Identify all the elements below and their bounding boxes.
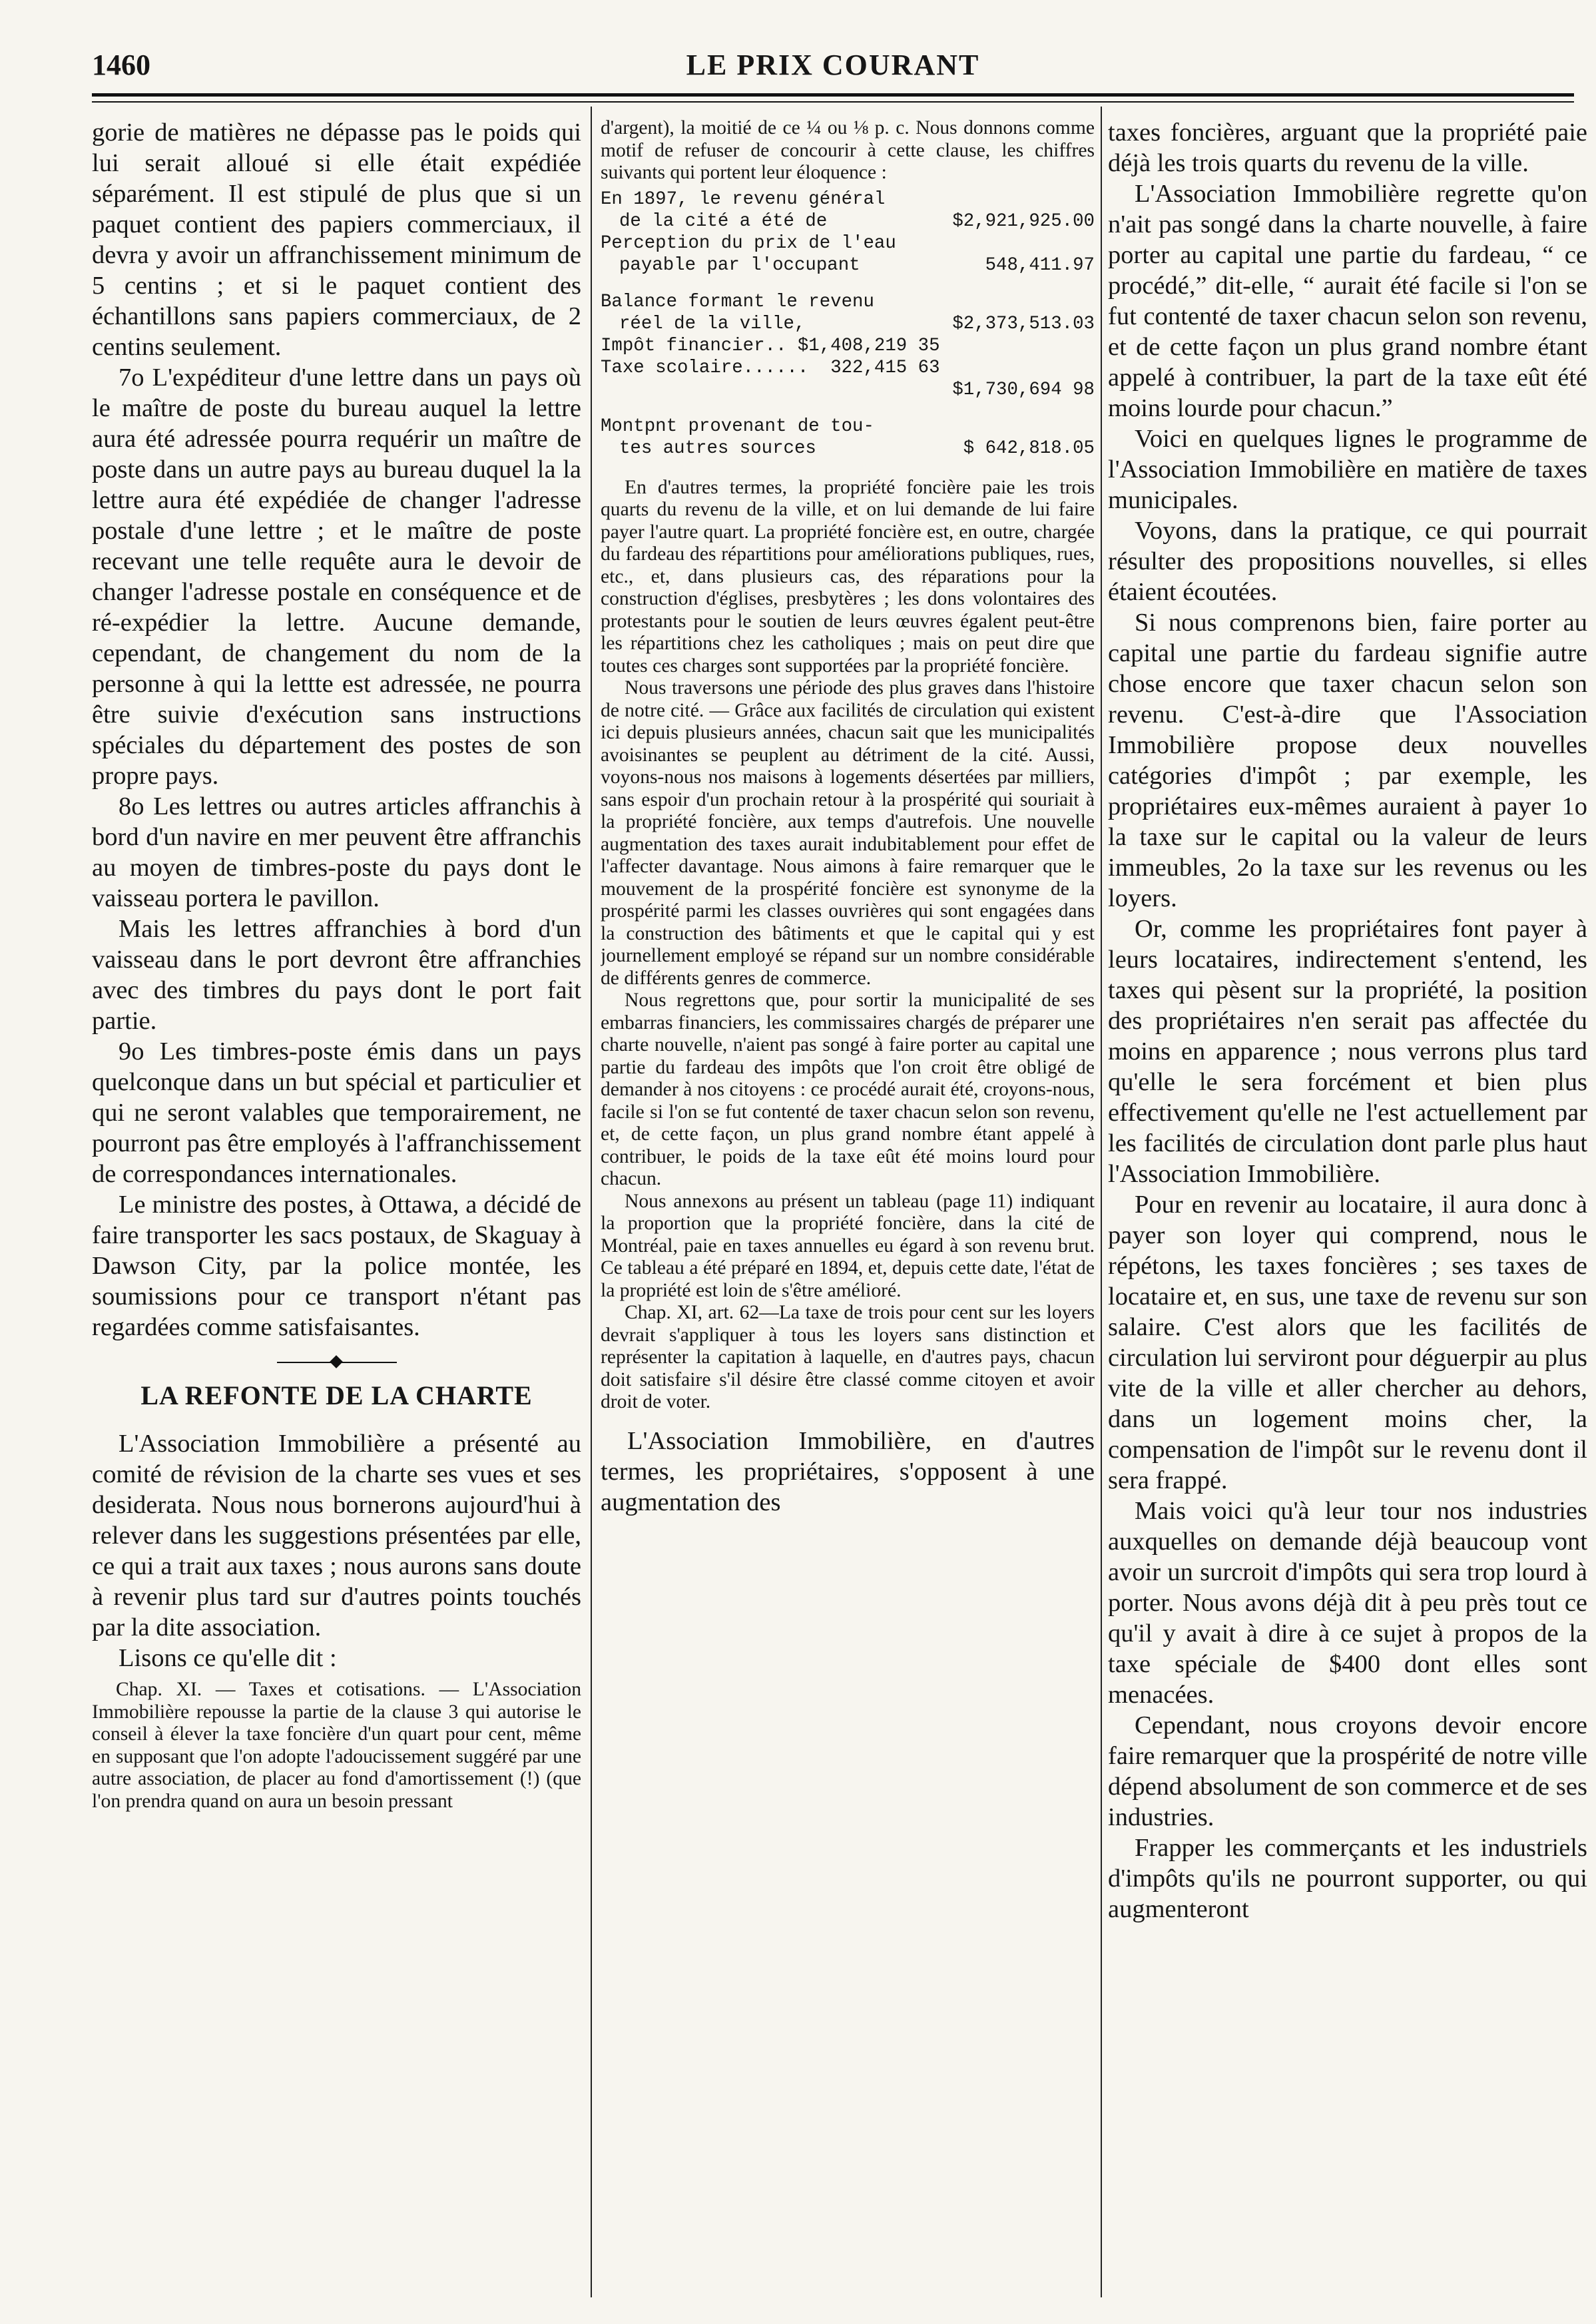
figure-value: $2,921,925.00	[952, 210, 1095, 232]
page-number: 1460	[92, 49, 150, 81]
column-right	[1108, 117, 1587, 2288]
article-paragraph: Voyons, dans la pratique, ce qui pourrait résulter des propositions nouvelles, si elles étaient écoutées.	[1108, 517, 1587, 606]
article-paragraph: L'Association Immobilière, en d'autres termes, les propriétaires, s'opposent à une augmentation des	[601, 1426, 1095, 1516]
article-paragraph: 7o L'expéditeur d'une lettre dans un pays où le maître de poste du bureau auquel la lettre aura été adressée pourra requérir un maître de poste dans un autre pays au bureau duquel la la lettre aura été expédiée de changer l'adresse postale d'une lettre ; et le maître de poste recevant une telle requête aura le devoir de changer l'adresse postale en conséquence et de ré-expédier la lettre. Aucune demande, cependant, de changement du nom de la personne à qui la lettte est adressée, ne pourra être suivie d'exécution sans instructions spéciales du département des postes de son propre pays.	[92, 364, 581, 790]
article-paragraph: Cependant, nous croyons devoir encore faire remarquer que la prospérité de notre ville dépend absolument de son commerce et de ses industries.	[1108, 1711, 1587, 1831]
figure-label: payable par l'occupant	[619, 254, 860, 276]
header-rule-thin	[92, 101, 1574, 103]
article-paragraph: Pour en revenir au locataire, il aura donc à payer son loyer qui comprend, nous le répétons, les taxes foncières ; ses taxes de locataire et, en sus, une taxe de revenu sur son salaire. C'est alors que les facilités de circulation lui serviront pour déguerpir au plus vite de la ville et aller chercher au dehors, dans un logement moins cher, la compensation de l'impôt sur le revenu dont il sera frappé.	[1108, 1191, 1587, 1494]
figure-label: réel de la ville,	[619, 313, 806, 334]
figure-label: tes autres sources	[619, 437, 816, 459]
figure-value: $2,373,513.03	[952, 313, 1095, 334]
figure-value: $1,730,694 98	[952, 379, 1095, 400]
article-paragraph: Si nous comprenons bien, faire porter au capital une partie du fardeau signifie autre chose encore que taxer chacun selon son revenu. C'est-à-dire que l'Association Immobilière propose deux nouvelles catégories d'impôt ; par exemple, les propriétaires eux-mêmes auraient à payer 1o la taxe sur le capital ou la valeur de leurs immeubles, 2o la taxe sur les revenus ou les loyers.	[1108, 609, 1587, 912]
figure-value: 322,415 63	[830, 357, 940, 378]
article-paragraph: 9o Les timbres-poste émis dans un pays quelconque dans un but spécial et particulier et qui ne seront valables que temporairement, ne pourront pas être employés à l'affranchissement de correspondances internationales.	[92, 1037, 581, 1188]
quoted-paragraph: En d'autres termes, la propriété foncière paie les trois quarts du revenu de la ville, et on lui demande de lui faire payer l'autre quart. La propriété foncière est, en outre, chargée du fardeau des répartitions pour améliorations publiques, rues, etc., et, dans plusieurs cas, des réparations pour la construction d'églises, presbytères ; les dons volontaires des protestants pour le soutien de leurs œuvres égalent peut-être les répartitions chez les catholiques ; mais on peut dire que toutes ces charges sont supportées par la propriété foncière.	[601, 476, 1095, 677]
article-paragraph: Le ministre des postes, à Ottawa, a décidé de faire transporter les sacs postaux, de Skaguay à Dawson City, par la police montée, les soumissions pour ce transport n'étant pas regardées comme satisfaisantes.	[92, 1191, 581, 1341]
article-paragraph: gorie de matières ne dépasse pas le poids qui lui serait alloué si elle était expédiée séparément. Il est stipulé de plus que si un paquet contient des papiers commerciaux, il devra y avoir un affranchissement minimum de 5 centins ; et si le paquet contient des échantillons sans papiers commerciaux, de 2 centins seulement.	[92, 119, 581, 361]
column-divider	[1101, 107, 1102, 2297]
article-paragraph: Mais les lettres affranchies à bord d'un vaisseau dans le port devront être affranchies avec des timbres du pays dont le port fait partie.	[92, 915, 581, 1035]
quoted-paragraph: Chap. XI. — Taxes et cotisations. — L'Association Immobilière repousse la partie de la clause 3 qui autorise le conseil à élever la taxe foncière d'un quart pour cent, même en supposant que l'on adopte l'adoucissement suggéré par une autre association, de placer au fond d'amortissement (!) (que l'on prendra quand on aura un besoin pressant	[92, 1679, 581, 1812]
figure-value: $1,408,219 35	[797, 335, 940, 356]
figure-label: En 1897, le revenu général	[601, 188, 886, 210]
column-left	[92, 117, 581, 2288]
column-middle	[601, 117, 1095, 2288]
revenue-figures	[601, 188, 1095, 459]
article-paragraph: taxes foncières, arguant que la propriété paie déjà les trois quarts du revenu de la ville.	[1108, 119, 1587, 177]
figure-value: 548,411.97	[985, 254, 1095, 276]
column-divider	[591, 107, 592, 2297]
article-paragraph: Or, comme les propriétaires font payer à leurs locataires, indirectement s'entend, les taxes qui pèsent sur la propriété, la position des propriétaires n'en serait pas affectée du moins en apparence ; nous verrons plus tard qu'elle le sera forcément et bien plus effectivement qu'elle ne l'est actuellement par les facilités de circulation dont parle plus haut l'Association Immobilière.	[1108, 915, 1587, 1188]
article-paragraph: Voici en quelques lignes le programme de l'Association Immobilière en matière de taxes municipales.	[1108, 425, 1587, 514]
article-paragraph: 8o Les lettres ou autres articles affranchis à bord d'un navire en mer peuvent être affranchis au moyen de timbres-poste du pays dont le vaisseau portera le pavillon.	[92, 792, 581, 912]
quoted-paragraph: Nous annexons au présent un tableau (page 11) indiquant la proportion que la propriété foncière, dans la cité de Montréal, paie en taxes annuelles eu égard à son revenu brut. Ce tableau a été préparé en 1894, et, depuis cette date, l'état de la propriété est loin de s'être amélioré.	[601, 1190, 1095, 1301]
section-title: LA REFONTE DE LA CHARTE	[140, 1380, 533, 1410]
quoted-paragraph: Chap. XI, art. 62—La taxe de trois pour cent sur les loyers devrait s'appliquer à tous les loyers sans distinction et représenter la capitation à laquelle, en d'autres pays, chacun doit satisfaire s'il désire être classé comme citoyen et avoir droit de voter.	[601, 1302, 1095, 1412]
header-rule	[92, 93, 1574, 97]
quoted-paragraph: Nous regrettons que, pour sortir la municipalité de ses embarras financiers, les commissaires chargés de préparer une charte nouvelle, n'aient pas songé à faire porter au capital une partie du fardeau des impôts que l'on croit être obligé de demander à nos citoyens : ce procédé aurait été, croyons-nous, facile si l'on se fut contenté de taxer chacun selon son revenu, et, de cette façon, un plus grand nombre étant appelé à contribuer, le poids de la taxe eût été moins lourd pour chacun.	[601, 990, 1095, 1189]
figure-label: Taxe scolaire......	[601, 357, 809, 378]
figure-label: Impôt financier..	[601, 335, 787, 356]
figure-label: Montpnt provenant de tou-	[601, 416, 874, 437]
quoted-paragraph: Nous traversons une période des plus graves dans l'histoire de notre cité. — Grâce aux facilités de circulation qui existent ici depuis plusieurs années, chacun sait que les municipalités avoisinantes se peuplent au détriment de la cité. Aussi, voyons-nous nos maisons à logements désertées par milliers, sans espoir d'un prochain retour à la prospérité qui souriait à la propriété foncière, aux temps d'autrefois. Une nouvelle augmentation des taxes aurait indubitablement pour effet de l'affecter davantage. Nous aimons à faire remarquer que le mouvement de la prospérité foncière est synonyme de la prospérité parmi les classes ouvrières qui sont engagées dans la construction des bâtiments et que le capital qui y est journellement employé se répand sur un nombre considérable de différents genres de commerce.	[601, 677, 1095, 989]
journal-title: LE PRIX COURANT	[686, 49, 980, 81]
article-paragraph: Mais voici qu'à leur tour nos industries auxquelles on demande déjà beaucoup vont avoir un surcroit d'impôts qui sera trop lourd à porter. Nous avons déjà dit à peu près tout ce qu'il y avait à dire à ce sujet à propos de la taxe spéciale de $400 dont elles sont menacées.	[1108, 1497, 1587, 1709]
page-header	[92, 48, 1574, 88]
quoted-paragraph: d'argent), la moitié de ce ¼ ou ⅛ p. c. Nous donnons comme motif de refuser de concourir à cette clause, les chiffres suivants qui portent leur éloquence :	[601, 117, 1095, 183]
article-paragraph: Lisons ce qu'elle dit :	[119, 1644, 337, 1672]
figure-value: $ 642,818.05	[963, 437, 1095, 459]
article-paragraph: L'Association Immobilière a présenté au comité de révision de la charte ses vues et ses desiderata. Nous nous bornerons aujourd'hui à relever dans les suggestions présentées par elle, ce qui a trait aux taxes ; nous aurons sans doute à revenir plus tard sur d'autres points touchés par la dite association.	[92, 1430, 581, 1641]
figure-label: Perception du prix de l'eau	[601, 232, 896, 254]
article-paragraph: Frapper les commerçants et les industriels d'impôts qu'ils ne pourront supporter, ou qui augmenteront	[1108, 1834, 1587, 1923]
figure-label: Balance formant le revenu	[601, 291, 874, 312]
article-paragraph: L'Association Immobilière regrette qu'on n'ait pas songé dans la charte nouvelle, à faire porter au capital une partie du fardeau, “ ce procédé,” dit-elle, “ aurait été facile si l'on se fut contenté de taxer chacun selon son revenu, et de cette façon un plus grand nombre étant appelé à contribuer, la part de la taxe eût été moins lourde pour chacun.”	[1108, 180, 1587, 422]
figure-label: de la cité a été de	[619, 210, 828, 232]
section-divider-ornament	[277, 1357, 397, 1368]
